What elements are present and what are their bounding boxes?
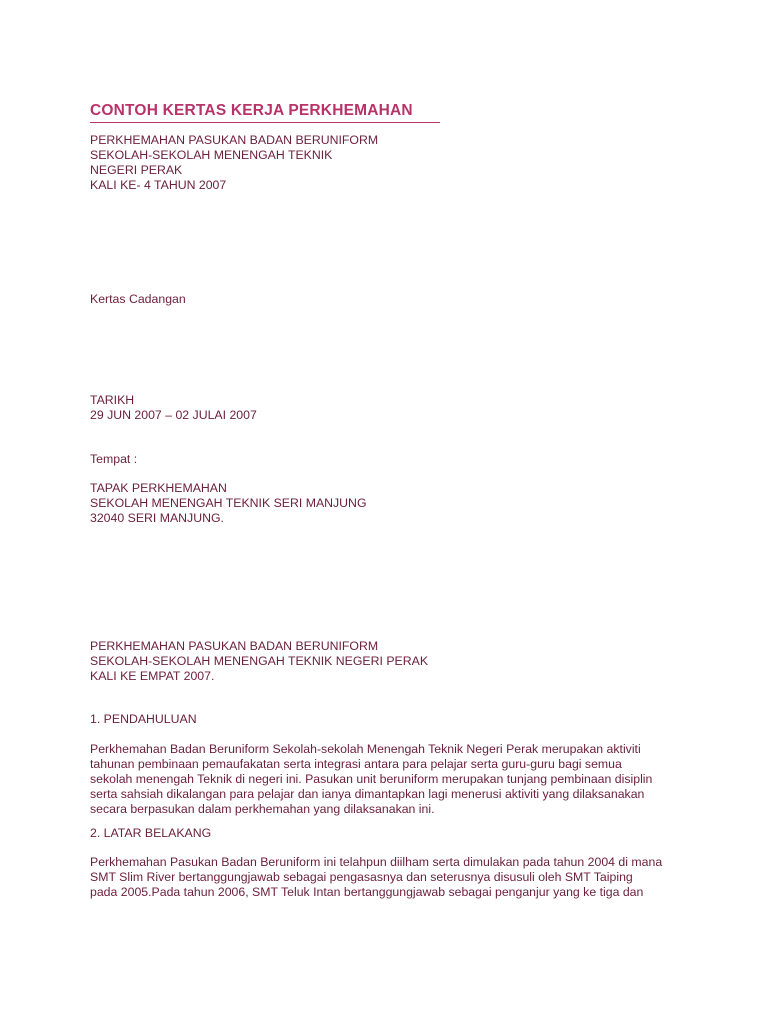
paragraph-line: SMT Slim River bertanggungjawab sebagai pengasasnya dan seterusnya disusuli oleh SMT Taiping xyxy=(90,870,633,884)
date-value: 29 JUN 2007 – 02 JULAI 2007 xyxy=(90,408,257,422)
paragraph-line: secara berpasukan dalam perkhemahan yang dilaksanakan ini. xyxy=(90,802,435,816)
section1-heading: 1. PENDAHULUAN xyxy=(90,712,197,726)
header-line: KALI KE- 4 TAHUN 2007 xyxy=(90,178,227,192)
venue-block xyxy=(90,481,367,526)
date-label: TARIKH xyxy=(90,393,135,407)
section2-heading: 2. LATAR BELAKANG xyxy=(90,826,212,840)
subtitle-line: KALI KE EMPAT 2007. xyxy=(90,669,215,683)
venue-line: SEKOLAH MENENGAH TEKNIK SERI MANJUNG xyxy=(90,496,367,510)
paragraph-line: serta sahsiah dikalangan para pelajar dan ianya dimantapkan lagi menerusi aktiviti yang dilaksanakan xyxy=(90,787,645,801)
paragraph-line: Perkhemahan Pasukan Badan Beruniform ini telahpun diilham serta dimulakan pada tahun 2004 di mana xyxy=(90,855,663,869)
paragraph-line: tahunan pembinaan pemaufakatan serta integrasi antara para pelajar serta guru-guru bagi semua xyxy=(90,757,622,771)
header-block xyxy=(90,133,378,193)
proposal-label: Kertas Cadangan xyxy=(90,292,186,306)
document-title: CONTOH KERTAS KERJA PERKHEMAHAN xyxy=(90,102,413,119)
venue-label: Tempat : xyxy=(90,452,138,466)
date-block xyxy=(90,393,257,423)
header-line: NEGERI PERAK xyxy=(90,163,183,177)
header-line: SEKOLAH-SEKOLAH MENENGAH TEKNIK xyxy=(90,148,333,162)
paragraph-line: pada 2005.Pada tahun 2006, SMT Teluk Intan bertanggungjawab sebagai penganjur yang ke tiga dan xyxy=(90,885,644,899)
paragraph-line: sekolah menengah Teknik di negeri ini. Pasukan unit beruniform merupakan tunjang pembinaan disiplin xyxy=(90,772,653,786)
subtitle-line: SEKOLAH-SEKOLAH MENENGAH TEKNIK NEGERI PERAK xyxy=(90,654,429,668)
section1-paragraph xyxy=(90,742,652,817)
venue-line: TAPAK PERKHEMAHAN xyxy=(90,481,227,495)
venue-line: 32040 SERI MANJUNG. xyxy=(90,511,224,525)
paragraph-line: Perkhemahan Badan Beruniform Sekolah-sekolah Menengah Teknik Negeri Perak merupakan aktiviti xyxy=(90,742,641,756)
header-line: PERKHEMAHAN PASUKAN BADAN BERUNIFORM xyxy=(90,133,379,147)
subtitle-block xyxy=(90,639,428,684)
title-underline xyxy=(90,122,440,123)
section2-paragraph xyxy=(90,855,662,900)
subtitle-line: PERKHEMAHAN PASUKAN BADAN BERUNIFORM xyxy=(90,639,379,653)
